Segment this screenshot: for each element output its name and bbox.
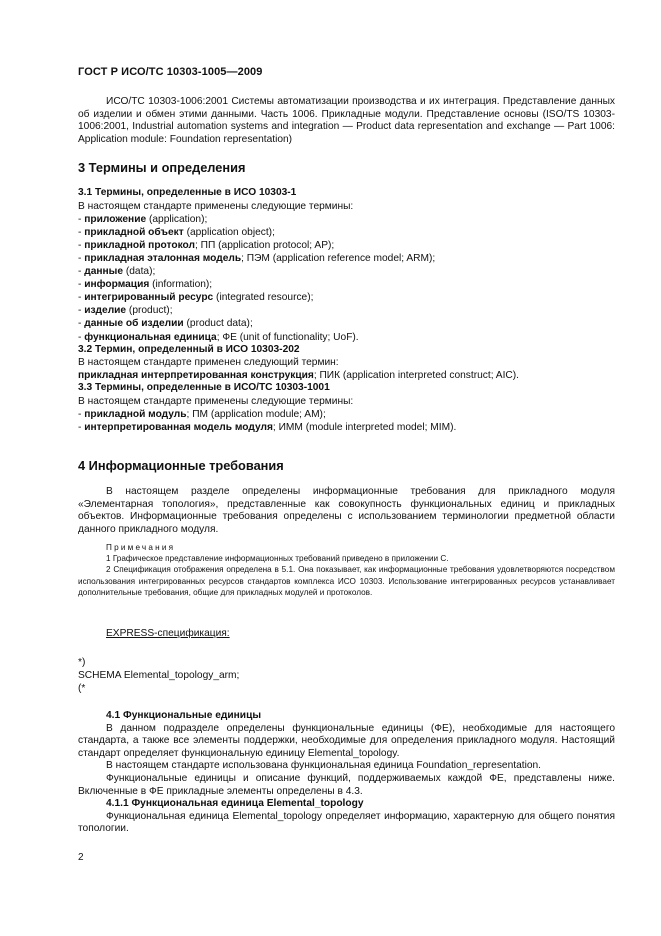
section-4-1-1-paragraph: Функциональная единица Elemental_topology определяет информацию, характерную для общего понятия топологии. bbox=[78, 810, 615, 835]
notes-label: Примечания bbox=[106, 543, 176, 552]
term-list-item: - прикладная эталонная модель; ПЭМ (application reference model; ARM); bbox=[78, 252, 436, 264]
term: данные об изделии bbox=[84, 318, 184, 330]
term-rest: (application); bbox=[146, 213, 208, 225]
term: информация bbox=[84, 279, 150, 291]
term-rest: ; ПИК (application interpreted construct; AIC). bbox=[313, 370, 520, 382]
intro-paragraph: ИСО/ТС 10303-1006:2001 Системы автоматизации производства и их интеграция. Представление данных об изделии и обмен этими данными. Часть 1006. Прикладные модули. Представление основы (ISO/TS 10303-1006:2001, Industrial automation systems and integration — Product data representation and exchange — Part 1006: Application module: Foundation representation) bbox=[78, 96, 615, 145]
section-3-3-title: 3.3 Термины, определенные в ИСО/ТС 10303-1001 bbox=[78, 382, 330, 394]
code-line-1: *) bbox=[78, 657, 86, 668]
section-4-1-paragraph-1: В данном подразделе определены функциональные единицы (ФЕ), необходимые для настоящего стандарта, а также все элементы поддержки, необходимые для определения прикладного модуля. Настоящий стандарт определяет функциональную единицу Elemental_topology. bbox=[78, 722, 615, 759]
term-list-item: - прикладной протокол; ПП (application protocol; AP); bbox=[78, 239, 335, 251]
term-rest: (data); bbox=[123, 266, 156, 278]
term-list-item: - данные (data); bbox=[78, 266, 156, 278]
term-rest: (product); bbox=[126, 305, 173, 317]
section-4 bbox=[78, 458, 615, 473]
section-4-paragraph: В настоящем разделе определены информационные требования для прикладного модуля «Элементарная топология», представленные как совокупность функциональных единиц и прикладных объектов. Информационные требования определены с использованием терминологии предметной области данного прикладного модуля. bbox=[78, 486, 615, 535]
page-header: ГОСТ Р ИСО/ТС 10303-1005—2009 bbox=[78, 66, 263, 78]
section-3-1-title: 3.1 Термины, определенные в ИСО 10303-1 bbox=[78, 187, 297, 198]
term: интерпретированная модель модуля bbox=[84, 422, 273, 434]
term-list-item: - прикладной объект (application object); bbox=[78, 226, 275, 238]
section-4-intro bbox=[78, 486, 615, 536]
term: данные bbox=[84, 266, 124, 278]
section-4-1-1-title: 4.1.1 Функциональная единица Elemental_topology bbox=[106, 798, 364, 810]
term-rest: ; ИММ (module interpreted model; MIM). bbox=[272, 422, 457, 434]
section-3-body bbox=[78, 187, 615, 434]
term: изделие bbox=[84, 305, 127, 317]
section-4-1-title: 4.1 Функциональные единицы bbox=[106, 710, 262, 721]
page-number: 2 bbox=[78, 852, 84, 863]
section-4-1-paragraph-2: В настоящем стандарте использована функциональная единица Foundation_representation. bbox=[106, 760, 541, 772]
term: прикладной модуль bbox=[84, 409, 187, 421]
term-rest: ; ПЭМ (application reference model; ARM); bbox=[241, 252, 436, 264]
section-3-3-lead: В настоящем стандарте применены следующие термины: bbox=[78, 396, 354, 407]
term: прикладной протокол bbox=[84, 239, 195, 251]
section-3-1-lead: В настоящем стандарте применены следующие термины: bbox=[78, 200, 354, 212]
term-list-item: - информация (information); bbox=[78, 279, 213, 291]
note-1: 1 Графическое представление информационных требований приведено в приложении C. bbox=[106, 554, 449, 564]
term-rest: (integrated resource); bbox=[213, 292, 314, 304]
term-rest: ; ФЕ (unit of functionality; UoF). bbox=[216, 331, 359, 343]
section-3-2-title: 3.2 Термин, определенный в ИСО 10303-202 bbox=[78, 343, 300, 355]
term-list-item: - приложение (application); bbox=[78, 213, 208, 225]
section-3-title: 3 Термины и определения bbox=[78, 160, 246, 175]
section-4-1-paragraph-3: Функциональные единицы и описание функций, поддерживаемых каждой ФЕ, представлены ниже. Включенные в ФЕ прикладные элементы определены в 4.3. bbox=[78, 772, 615, 797]
term: прикладная эталонная модель bbox=[84, 252, 242, 264]
intro-block bbox=[78, 96, 615, 146]
code-line-2: SCHEMA Elemental_topology_arm; bbox=[78, 669, 240, 681]
term-rest: (product data); bbox=[183, 318, 253, 330]
term-list-item: - интерпретированная модель модуля; ИММ (module interpreted model; MIM). bbox=[78, 422, 457, 434]
express-code bbox=[78, 657, 615, 695]
express-label: EXPRESS-спецификация: bbox=[106, 628, 230, 639]
section-3-2-term bbox=[78, 369, 615, 382]
term-list-item: - интегрированный ресурс (integrated resource); bbox=[78, 292, 314, 304]
section-4-1 bbox=[78, 710, 615, 836]
code-line-3: (* bbox=[78, 682, 86, 694]
term: интегрированный ресурс bbox=[84, 292, 214, 304]
term-rest: ; ПП (application protocol; AP); bbox=[195, 239, 335, 251]
term: прикладная интерпретированная конструкция bbox=[78, 370, 314, 382]
term-list-item: - изделие (product); bbox=[78, 305, 173, 317]
term: функциональная единица bbox=[84, 331, 217, 343]
express-label-block bbox=[78, 628, 615, 641]
term-list-item: - прикладной модуль; ПМ (application module; AM); bbox=[78, 409, 326, 421]
section-3-1-list bbox=[78, 213, 615, 344]
term-list-item: - данные об изделии (product data); bbox=[78, 318, 253, 330]
section-3-3-list bbox=[78, 408, 615, 434]
section-4-title: 4 Информационные требования bbox=[78, 458, 284, 473]
section-3-2-lead: В настоящем стандарте применен следующий термин: bbox=[78, 357, 339, 369]
note-2: 2 Спецификация отображения определена в 5.1. Она показывает, как информационные требования удовлетворяются посредством использования интегрированных ресурсов стандартов комплекса ИСО 10303. Использование интегрированных ресурсов устанавливает дополнительные требования, общие для прикладных модулей и протоколов. bbox=[78, 565, 615, 597]
term: прикладной объект bbox=[84, 226, 184, 238]
term: приложение bbox=[84, 213, 147, 225]
notes-block bbox=[78, 542, 615, 598]
section-3 bbox=[78, 160, 615, 175]
term-list-item: - функциональная единица; ФЕ (unit of functionality; UoF). bbox=[78, 331, 359, 343]
term-rest: (information); bbox=[149, 279, 213, 291]
term-rest: ; ПМ (application module; AM); bbox=[186, 409, 326, 421]
term-rest: (application object); bbox=[183, 226, 275, 238]
